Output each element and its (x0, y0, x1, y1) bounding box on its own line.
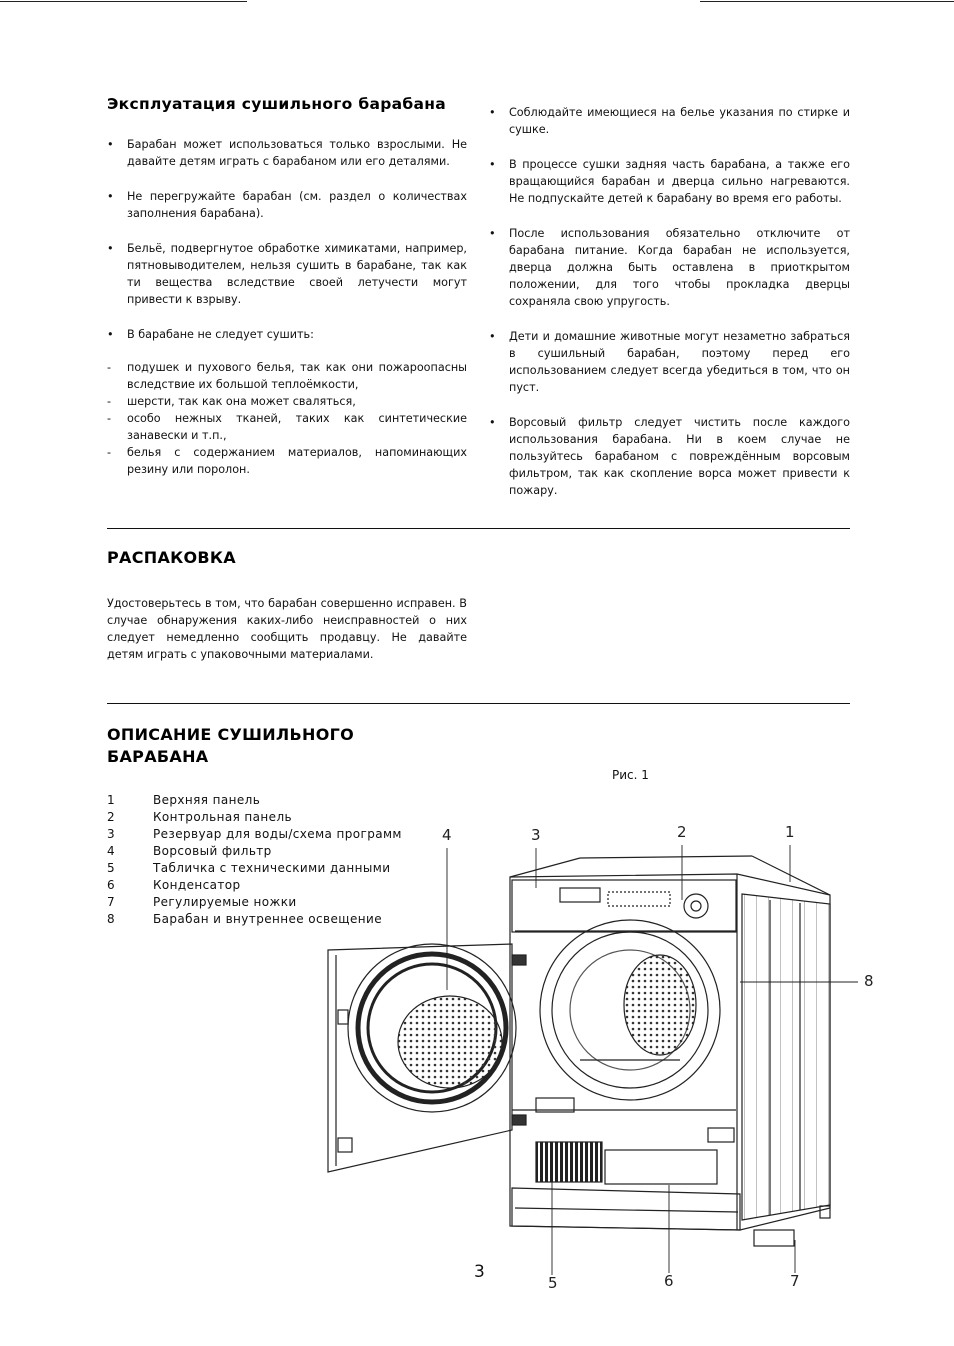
list-item-text: В процессе сушки задняя часть барабана, а также его вращающийся барабан и дверца сильно нагреваются. Не подпускайте детей к барабану во время его работы. (509, 158, 850, 205)
dash-marker: - (107, 361, 112, 374)
list-item-text: В барабане не следует сушить: (127, 328, 314, 341)
legend-label: Регулируемые ножки (153, 895, 297, 909)
callout-3: 3 (531, 826, 541, 844)
list-item-text: Не перегружайте барабан (см. раздел о количествах заполнения барабана). (127, 190, 467, 220)
figure-caption: Рис. 1 (612, 768, 649, 782)
open-door (328, 944, 526, 1172)
callout-1: 1 (785, 823, 795, 841)
bullet: • (489, 106, 496, 119)
dash-item-text: шерсти, так как она может сваляться, (127, 395, 356, 408)
bullet: • (107, 190, 114, 203)
legend-number: 8 (107, 912, 115, 926)
legend-number: 3 (107, 827, 115, 841)
legend-label: Конденсатор (153, 878, 241, 892)
list-item-text: Бельё, подвергнутое обработке химикатами, например, пятновыводителем, нельзя сушить в барабане, так как ти вещества вследствие своей летучести могут привести к взрыву. (127, 242, 467, 306)
callout-5: 5 (548, 1274, 558, 1292)
legend-number: 2 (107, 810, 115, 824)
unpacking-text: Удостоверьтесь в том, что барабан совершенно исправен. В случае обнаружения каких-либо неисправностей о них следует немедленно сообщить продавцу. Не давайте детям играть с упаковочными материалами. (107, 597, 467, 661)
callout-7: 7 (790, 1272, 800, 1290)
dash-marker: - (107, 412, 112, 425)
dash-item-text: подушек и пухового белья, так как они пожароопасны вследствие их большой теплоёмкости, (127, 361, 467, 391)
section-title-line: ОПИСАНИЕ СУШИЛЬНОГО (107, 725, 354, 744)
bullet: • (107, 328, 114, 341)
legend-label: Ворсовый фильтр (153, 844, 272, 858)
dash-item-text: особо нежных тканей, таких как синтетические занавески и т.п., (127, 412, 467, 442)
list-item-text: Барабан может использоваться только взрослыми. Не давайте детям играть с барабаном или его деталями. (127, 138, 467, 168)
dash-marker: - (107, 395, 112, 408)
cabinet (510, 856, 830, 1246)
legend-number: 1 (107, 793, 115, 807)
dash-item-text: белья с содержанием материалов, напоминающих резину или поролон. (127, 446, 467, 476)
legend-number: 6 (107, 878, 115, 892)
bullet: • (489, 227, 496, 240)
dash-marker: - (107, 446, 112, 459)
list-item-text: Соблюдайте имеющиеся на белье указания по стирке и сушке. (509, 106, 850, 136)
bullet: • (489, 158, 496, 171)
list-item-text: После использования обязательно отключите от барабана питание. Когда барабан не используется, дверца должна быть оставлена в приоткрытом положении, для того чтобы прокладка дверцы сохраняла свою упругость. (509, 227, 850, 308)
callout-2: 2 (677, 823, 687, 841)
legend-number: 5 (107, 861, 115, 875)
bullet: • (489, 416, 496, 429)
callout-6: 6 (664, 1272, 674, 1290)
callout-8: 8 (864, 972, 874, 990)
callout-4: 4 (442, 826, 452, 844)
legend-number: 4 (107, 844, 115, 858)
section-title-line: БАРАБАНА (107, 747, 209, 766)
bullet: • (489, 330, 496, 343)
bullet: • (107, 138, 114, 151)
legend-label: Барабан и внутреннее освещение (153, 912, 382, 926)
bullet: • (107, 242, 114, 255)
legend-label: Резервуар для воды/схема программ (153, 827, 402, 841)
section-title-operation: Эксплуатация сушильного барабана (107, 95, 447, 113)
legend-label: Верхняя панель (153, 793, 261, 807)
page-number: 3 (474, 1262, 485, 1282)
list-item-text: Ворсовый фильтр следует чистить после каждого использования барабана. Ни в коем случае не пользуйтесь барабаном с повреждённым ворсовым фильтром, так как скопление ворса может привести к пожару. (509, 416, 850, 497)
legend-label: Табличка с техническими данными (153, 861, 391, 875)
legend-label: Контрольная панель (153, 810, 293, 824)
section-title-unpacking: РАСПАКОВКА (107, 548, 236, 567)
list-item-text: Дети и домашние животные могут незаметно забраться в сушильный барабан, поэтому перед его использованием следует всегда убедиться в том, что он пуст. (509, 330, 850, 394)
legend-number: 7 (107, 895, 115, 909)
